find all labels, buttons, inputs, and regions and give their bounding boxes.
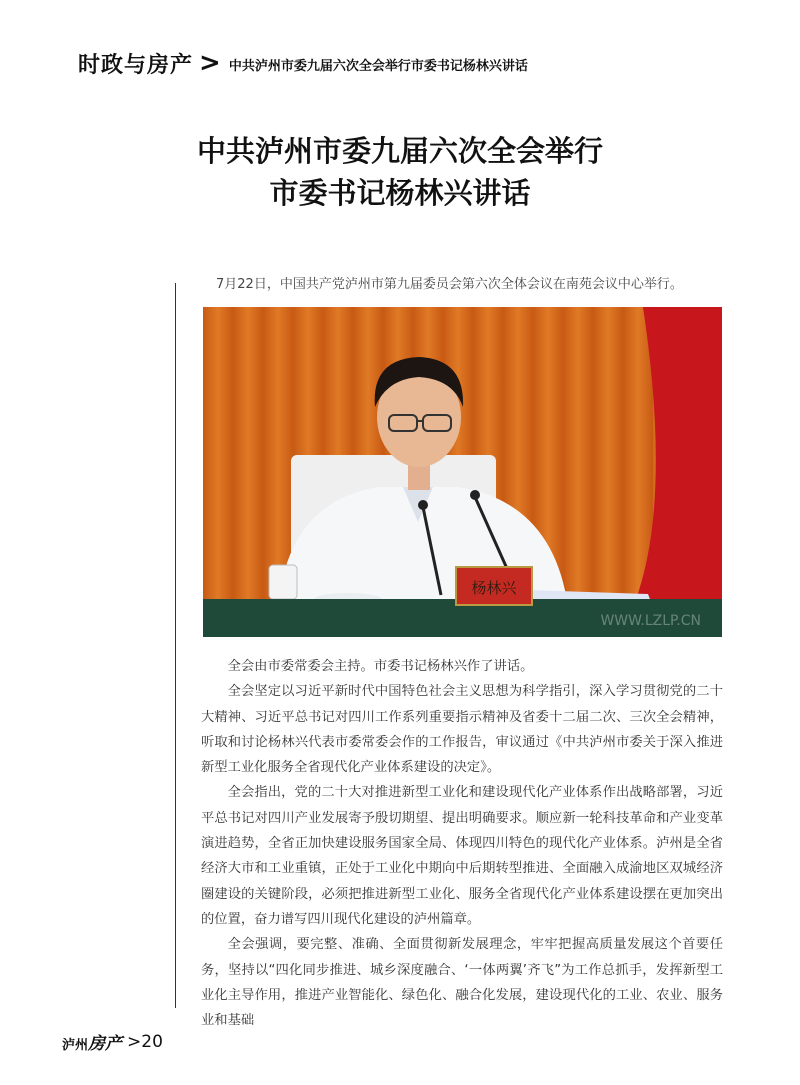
meeting-photo-illustration: [203, 307, 722, 637]
vertical-divider: [175, 283, 176, 1008]
article-photo: [203, 307, 722, 637]
tea-cup: [269, 565, 297, 599]
logo-text-small: 泸州: [62, 1038, 89, 1053]
photo-caption: 7月22日，中国共产党泸州市第九届委员会第六次全体会议在南苑会议中心举行。: [216, 277, 683, 292]
page-number: >20: [127, 1031, 163, 1052]
article-title: [0, 130, 800, 214]
page-footer: [62, 1029, 163, 1054]
logo-text-big: 房产: [88, 1034, 123, 1054]
article-paragraph: 全会坚定以习近平新时代中国特色社会主义思想为科学指引，深入学习贯彻党的二十大精神、习近平总书记对四川工作系列重要指示精神及省委十二届二次、三次全会精神，听取和讨论杨林兴代表市委常委会作的工作报告，审议通过《中共泸州市委关于深入推进新型工业化服务全省现代化产业体系建设的决定》。: [201, 684, 723, 776]
article-title-line-2: 市委书记杨林兴讲话: [269, 176, 531, 210]
page-header: [78, 46, 528, 80]
article-paragraph: 全会由市委常委会主持。市委书记杨林兴作了讲话。: [227, 659, 534, 674]
magazine-logo: [62, 1029, 122, 1054]
section-name: 时政与房产: [78, 52, 194, 78]
article-paragraph: 全会强调，要完整、准确、全面贯彻新发展理念，牢牢把握高质量发展这个首要任务，坚持以“四化同步推进、城乡深度融合、‘一体两翼’齐飞”为工作总抓手，发挥新型工业化主导作用，推进产业智能化、绿色化、融合化发展，建设现代化的工业、农业、服务业和基础: [201, 937, 723, 1029]
article-paragraph: 全会指出，党的二十大对推进新型工业化和建设现代化产业体系作出战略部署，习近平总书记对四川产业发展寄予殷切期望、提出明确要求。顺应新一轮科技革命和产业变革演进趋势，全省正加快建设服务国家全局、体现四川特色的现代化产业体系。泸州是全省经济大市和工业重镇，正处于工业化中期向中后期转型推进、全面融入成渝地区双城经济圈建设的关键阶段，必须把推进新型工业化、服务全省现代化产业体系建设摆在更加突出的位置，奋力谱写四川现代化建设的泸州篇章。: [201, 785, 723, 927]
breadcrumb: 中共泸州市委九届六次全会举行市委书记杨林兴讲话: [228, 59, 528, 74]
article-title-line-1: 中共泸州市委九届六次全会举行: [196, 134, 603, 168]
chevron-right-icon: >: [199, 48, 221, 78]
nameplate-text: 杨林兴: [471, 579, 517, 597]
article-body: [201, 654, 723, 1033]
watermark: WWW.LZLP.CN: [600, 613, 701, 629]
